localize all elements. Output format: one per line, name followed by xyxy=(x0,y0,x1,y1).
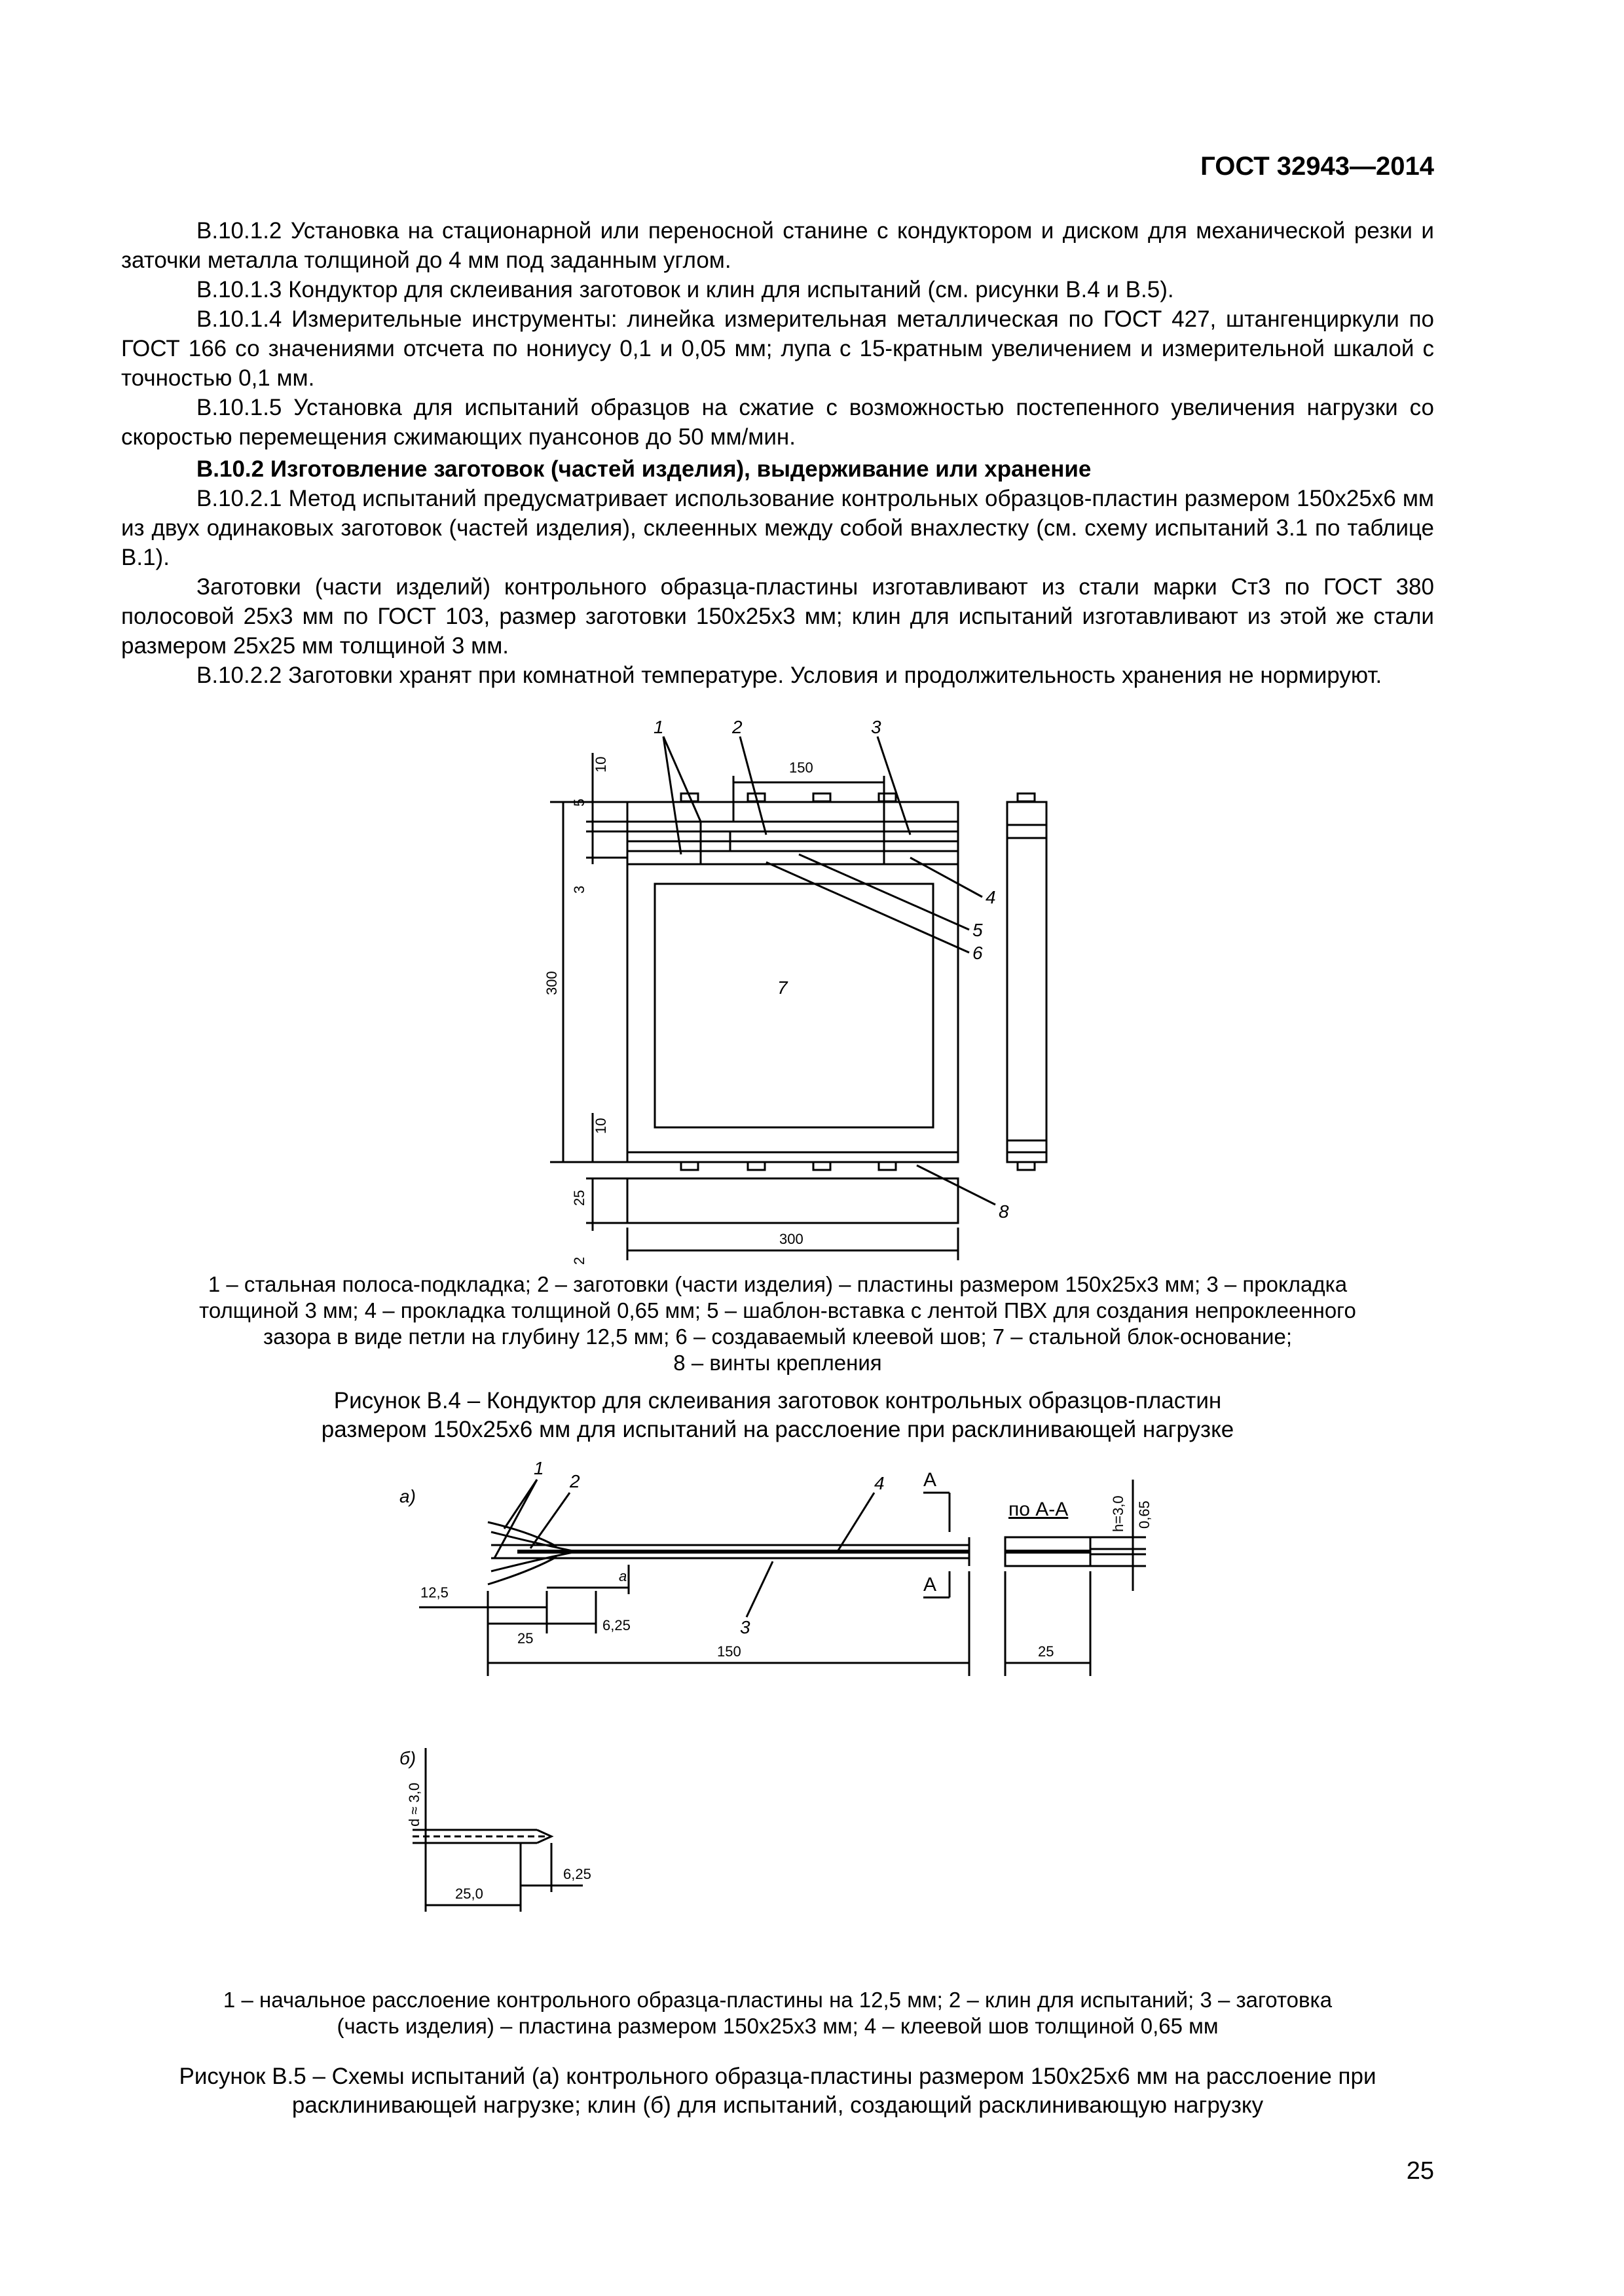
section-heading: В.10.2 Изготовление заготовок (частей изделия), выдерживание или хранение xyxy=(196,456,1092,482)
figure-b5-caption xyxy=(121,1987,1434,2039)
dim-150: 150 xyxy=(789,759,813,776)
dim-25: 25 xyxy=(517,1630,534,1647)
dim-a: a xyxy=(619,1568,627,1584)
dim-300-vertical: 300 xyxy=(544,971,560,995)
dim-0-65: 0,65 xyxy=(1136,1501,1153,1529)
title-line: размером 150х25х6 мм для испытаний на расслоение при расклинивающей нагрузке xyxy=(321,1417,1234,1442)
dim-6-25-wedge: 6,25 xyxy=(563,1866,591,1882)
paragraph: Заготовки (части изделий) контрольного образца-пластины изготавливают из стали марки Ст3 по ГОСТ 380 полосовой 25х3 мм по ГОСТ 103, размер заготовки 150х25х3 мм; клин для испытаний изготавливают из этой же стали размером 25х25 мм толщиной 3 мм. xyxy=(121,574,1434,659)
label-6: 6 xyxy=(972,943,983,963)
dim-12-5: 12,5 xyxy=(420,1584,449,1601)
figure-b4-drawing xyxy=(458,707,1113,1277)
label-8: 8 xyxy=(999,1201,1009,1222)
title-line: Рисунок В.5 – Схемы испытаний (а) контрольного образца-пластины размером 150х25х6 мм на расслоение при xyxy=(179,2064,1376,2089)
caption-line: толщиной 3 мм; 4 – прокладка толщиной 0,65 мм; 5 – шаблон-вставка с лентой ПВХ для создания непроклеенного xyxy=(199,1298,1356,1322)
label-7: 7 xyxy=(777,977,788,998)
label-2: 2 xyxy=(732,717,743,737)
dim-10: 10 xyxy=(593,756,609,773)
label-3: 3 xyxy=(871,717,881,737)
section-marker-top: А xyxy=(923,1469,937,1491)
paragraph: В.10.1.5 Установка для испытаний образцов на сжатие с возможностью постепенного увеличения нагрузки со скоростью перемещения сжимающих пуансонов до 50 мм/мин. xyxy=(121,395,1434,450)
dim-5: 5 xyxy=(571,798,587,807)
label-1: 1 xyxy=(534,1458,544,1478)
section-a-a-label: по А-А xyxy=(1008,1499,1069,1520)
label-4: 4 xyxy=(986,887,996,907)
body-text-top xyxy=(121,216,1434,690)
caption-line: 8 – винты крепления xyxy=(673,1351,882,1375)
dim-6-25: 6,25 xyxy=(602,1617,631,1633)
label-5: 5 xyxy=(972,920,983,940)
title-line: расклинивающей нагрузке; клин (б) для испытаний, создающий расклинивающую нагрузку xyxy=(291,2092,1264,2118)
section-marker-bottom: А xyxy=(923,1574,937,1595)
label-2: 2 xyxy=(570,1471,580,1491)
figure-b5-drawing xyxy=(380,1434,1166,2036)
part-a-label: а) xyxy=(399,1486,416,1506)
document-code: ГОСТ 32943—2014 xyxy=(1200,152,1434,181)
dim-300-horizontal: 300 xyxy=(779,1231,803,1247)
caption-line: зазора в виде петли на глубину 12,5 мм; 6 – создаваемый клеевой шов; 7 – стальной блок-основание; xyxy=(263,1324,1292,1349)
dim-3: 3 xyxy=(571,885,587,894)
paragraph: В.10.2.2 Заготовки хранят при комнатной температуре. Условия и продолжительность хранения не нормируют. xyxy=(196,663,1382,688)
title-line: Рисунок В.4 – Кондуктор для склеивания заготовок контрольных образцов-пластин xyxy=(333,1388,1222,1413)
paragraph: В.10.1.3 Кондуктор для склеивания заготовок и клин для испытаний (см. рисунки В.4 и В.5). xyxy=(196,277,1174,302)
figure-b5-title xyxy=(121,2062,1434,2120)
caption-line: 1 – стальная полоса-подкладка; 2 – заготовки (части изделия) – пластины размером 150х25х3 мм; 3 – прокладка xyxy=(208,1272,1348,1296)
paragraph: В.10.1.4 Измерительные инструменты: линейка измерительная металлическая по ГОСТ 427, штангенциркули по ГОСТ 166 со значениями отсчета по нониусу 0,1 и 0,05 мм; лупа с 15-кратным увеличением и измерительной шкалой с точностью 0,1 мм. xyxy=(121,306,1434,391)
label-4: 4 xyxy=(874,1473,885,1493)
dim-h: h=3,0 xyxy=(1110,1495,1126,1532)
dim-25: 25 xyxy=(571,1190,587,1206)
dim-10-bottom: 10 xyxy=(593,1118,609,1134)
paragraph: В.10.1.2 Установка на стационарной или переносной станине с кондуктором и диском для механической резки и заточки металла толщиной до 4 мм под заданным углом. xyxy=(121,218,1434,273)
dim-d-3: d ≈ 3,0 xyxy=(406,1782,422,1827)
dim-25-0: 25,0 xyxy=(455,1886,483,1902)
label-1: 1 xyxy=(654,717,664,737)
part-b-label: б) xyxy=(399,1748,416,1768)
dim-150: 150 xyxy=(717,1643,741,1660)
dim-2: 2 xyxy=(571,1256,587,1265)
page-number: 25 xyxy=(1406,2157,1434,2185)
caption-line: 1 – начальное расслоение контрольного образца-пластины на 12,5 мм; 2 – клин для испытаний; 3 – заготовка xyxy=(223,1988,1333,2012)
dim-25-section: 25 xyxy=(1038,1643,1054,1660)
paragraph: В.10.2.1 Метод испытаний предусматривает использование контрольных образцов-пластин размером 150х25х6 мм из двух одинаковых заготовок (частей изделия), склеенных между собой внахлестку (см. схему испытаний 3.1 по таблице В.1). xyxy=(121,486,1434,570)
figure-b4-caption xyxy=(121,1271,1434,1376)
caption-line: (часть изделия) – пластина размером 150х25х3 мм; 4 – клеевой шов толщиной 0,65 мм xyxy=(337,2014,1219,2038)
label-3: 3 xyxy=(740,1617,750,1637)
